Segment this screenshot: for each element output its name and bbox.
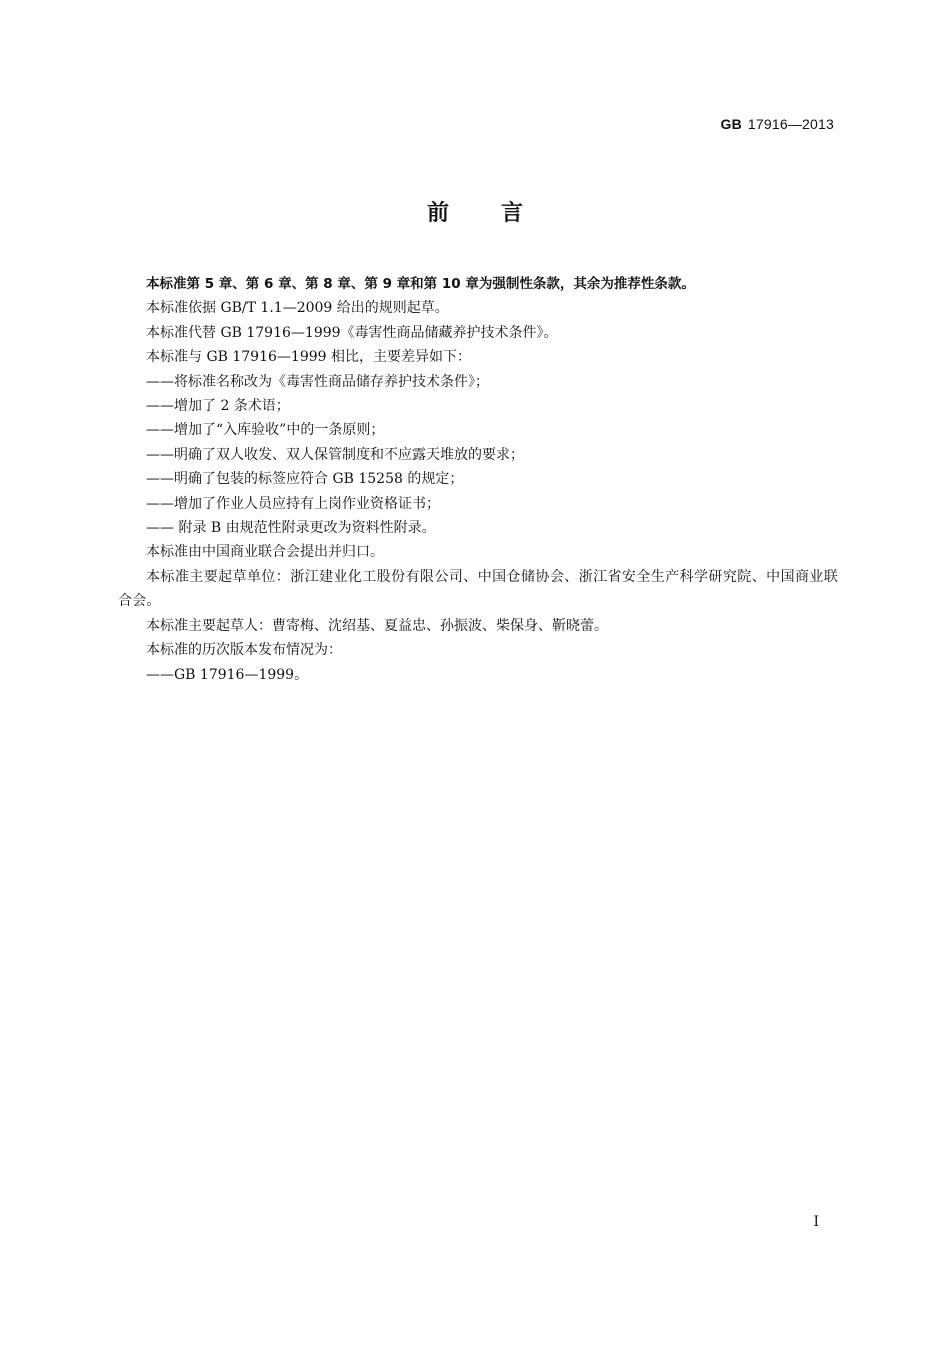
mandatory-clause-statement: 本标准第 5 章、第 6 章、第 8 章、第 9 章和第 10 章为强制性条款，其余为推荐性条款。 xyxy=(146,276,695,292)
drafting-rules-statement: 本标准依据 GB/T 1.1—2009 给出的规则起草。 xyxy=(146,300,449,317)
proposer-statement: 本标准由中国商业联合会提出并归口。 xyxy=(146,544,384,561)
standard-prefix: GB xyxy=(720,116,742,132)
difference-item: ——明确了双人收发、双人保管制度和不应露天堆放的要求； xyxy=(146,446,524,463)
page-number: I xyxy=(813,1214,819,1230)
replacement-statement: 本标准代替 GB 17916—1999《毒害性商品储藏养护技术条件》。 xyxy=(146,324,558,341)
drafters-statement: 本标准主要起草人：曹寄梅、沈绍基、夏益忠、孙振波、柴保身、靳晓蕾。 xyxy=(146,617,608,634)
title-char-1: 前 xyxy=(426,201,451,226)
title-char-2: 言 xyxy=(501,201,526,226)
standard-code xyxy=(721,116,834,132)
standard-number: 17916—2013 xyxy=(747,116,834,132)
difference-item: ——将标准名称改为《毒害性商品储存养护技术条件》； xyxy=(146,373,489,390)
version-history-intro: 本标准的历次版本发布情况为： xyxy=(146,642,342,659)
difference-item: —— 附录 B 由规范性附录更改为资料性附录。 xyxy=(146,520,436,537)
difference-item: ——增加了“入库验收”中的一条原则； xyxy=(146,422,385,439)
preface-body xyxy=(118,272,838,687)
difference-item: ——增加了 2 条术语； xyxy=(146,398,290,415)
differences-intro: 本标准与 GB 17916—1999 相比，主要差异如下： xyxy=(146,349,471,366)
difference-item: ——明确了包装的标签应符合 GB 15258 的规定； xyxy=(146,471,464,488)
difference-item: ——增加了作业人员应持有上岗作业资格证书； xyxy=(146,495,440,512)
version-history-item: ——GB 17916—1999。 xyxy=(146,666,309,683)
drafting-units-statement: 本标准主要起草单位：浙江建业化工股份有限公司、中国仓储协会、浙江省安全生产科学研究院、中国商业联合会。 xyxy=(118,568,838,610)
page-title xyxy=(0,196,952,227)
